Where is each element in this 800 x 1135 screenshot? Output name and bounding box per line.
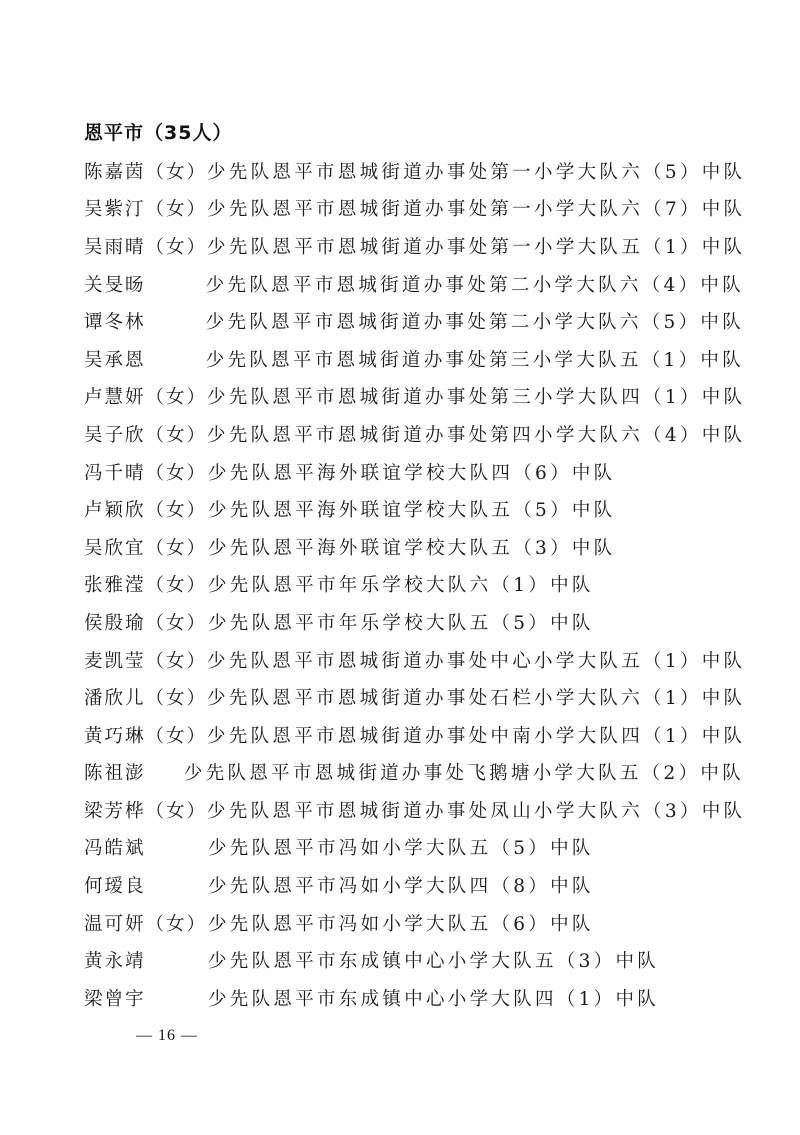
honoree-unit: 少先队恩平市恩城街道办事处中心小学大队五（1）中队 (207, 650, 746, 672)
list-item (84, 302, 744, 340)
honoree-name: 何瑷良 (84, 876, 146, 898)
honoree-unit: 少先队恩平市恩城街道办事处凤山小学大队六（3）中队 (207, 800, 746, 822)
honoree-unit: 少先队恩平市年乐学校大队五（5）中队 (208, 612, 594, 634)
section-heading: 恩平市（35人） (84, 122, 233, 144)
honoree-unit: 少先队恩平海外联谊学校大队五（3）中队 (208, 537, 616, 559)
honoree-name: 吴紫汀（女） (84, 199, 208, 221)
honoree-unit: 少先队恩平市恩城街道办事处石栏小学大队六（1）中队 (207, 688, 746, 710)
honoree-unit: 少先队恩平市恩城街道办事处第三小学大队五（1）中队 (205, 349, 744, 371)
list-item (84, 566, 744, 604)
honoree-name: 张雅滢（女） (84, 575, 208, 597)
list-item (84, 791, 744, 829)
honoree-name: 吴欣宜（女） (84, 537, 208, 559)
honoree-unit: 少先队恩平市恩城街道办事处第一小学大队六（7）中队 (207, 199, 746, 221)
list-item (84, 265, 744, 303)
list-item (84, 904, 744, 942)
list-item (84, 941, 744, 979)
honoree-name: 冯千晴（女） (84, 462, 208, 484)
list-item (84, 378, 744, 416)
list-item (84, 866, 744, 904)
list-item (84, 227, 744, 265)
honoree-name: 陈祖澎 (84, 763, 146, 785)
list-item (84, 190, 744, 228)
honoree-unit: 少先队恩平市东成镇中心小学大队四（1）中队 (208, 988, 660, 1010)
honoree-unit: 少先队恩平市恩城街道办事处第二小学大队六（5）中队 (205, 312, 744, 334)
honoree-name: 梁芳桦（女） (84, 800, 208, 822)
honoree-name: 陈嘉茵（女） (84, 161, 208, 183)
list-item (84, 678, 744, 716)
honoree-name: 卢慧妍（女） (84, 387, 208, 409)
honoree-name: 冯皓斌 (84, 838, 146, 860)
list-item (84, 415, 744, 453)
honoree-name: 温可妍（女） (84, 913, 208, 935)
honoree-unit: 少先队恩平海外联谊学校大队四（6）中队 (208, 462, 616, 484)
list-item (84, 490, 744, 528)
honoree-unit: 少先队恩平市恩城街道办事处第一小学大队五（1）中队 (207, 236, 746, 258)
honoree-name: 吴雨晴（女） (84, 236, 208, 258)
honoree-unit: 少先队恩平市恩城街道办事处第二小学大队六（4）中队 (205, 274, 744, 296)
honoree-name: 谭冬林 (84, 312, 146, 334)
list-item (84, 979, 744, 1017)
list-item (84, 754, 744, 792)
list-item (84, 829, 744, 867)
honoree-name: 黄巧琳（女） (84, 725, 208, 747)
list-item (84, 528, 744, 566)
list-item (84, 716, 744, 754)
honoree-unit: 少先队恩平海外联谊学校大队五（5）中队 (208, 500, 616, 522)
page-number: — 16 — (136, 1027, 198, 1044)
honoree-name: 卢颖欣（女） (84, 500, 208, 522)
honoree-unit: 少先队恩平市恩城街道办事处第三小学大队四（1）中队 (207, 387, 746, 409)
honoree-unit: 少先队恩平市年乐学校大队六（1）中队 (208, 575, 594, 597)
honoree-unit: 少先队恩平市冯如小学大队四（8）中队 (208, 876, 594, 898)
list-item (84, 152, 744, 190)
honoree-list (84, 152, 744, 1017)
honoree-unit: 少先队恩平市恩城街道办事处第四小学大队六（4）中队 (207, 424, 746, 446)
honoree-name: 关旻旸 (84, 274, 146, 296)
honoree-name: 黄永靖 (84, 951, 146, 973)
list-item (84, 641, 744, 679)
list-item (84, 603, 744, 641)
honoree-unit: 少先队恩平市恩城街道办事处第一小学大队六（5）中队 (207, 161, 746, 183)
list-item (84, 453, 744, 491)
honoree-unit: 少先队恩平市恩城街道办事处中南小学大队四（1）中队 (207, 725, 746, 747)
honoree-name: 麦凯莹（女） (84, 650, 208, 672)
honoree-unit: 少先队恩平市冯如小学大队五（6）中队 (208, 913, 594, 935)
honoree-unit: 少先队恩平市东成镇中心小学大队五（3）中队 (208, 951, 660, 973)
honoree-name: 吴承恩 (84, 349, 146, 371)
honoree-name: 吴子欣（女） (84, 424, 208, 446)
honoree-name: 梁曾宇 (84, 988, 146, 1010)
honoree-name: 侯殷瑜（女） (84, 612, 208, 634)
honoree-name: 潘欣儿（女） (84, 688, 208, 710)
list-item (84, 340, 744, 378)
honoree-unit: 少先队恩平市冯如小学大队五（5）中队 (208, 838, 594, 860)
honoree-unit: 少先队恩平市恩城街道办事处飞鹅塘小学大队五（2）中队 (183, 763, 744, 785)
